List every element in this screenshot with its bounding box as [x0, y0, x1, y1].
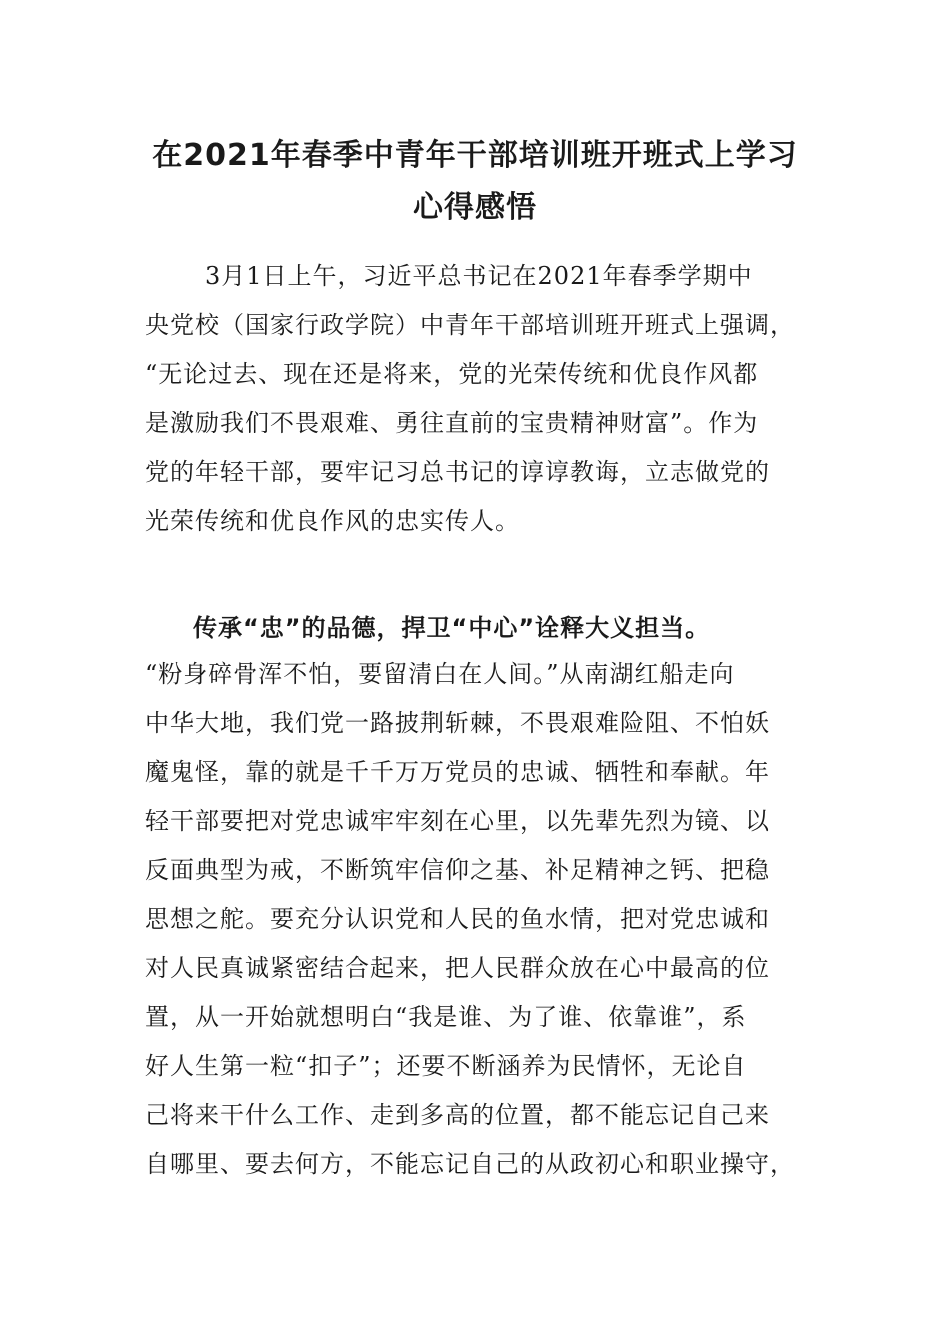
body-line-11: 自哪里、要去何方，不能忘记自己的从政初心和职业操守， [145, 1150, 795, 1178]
document-title-line-2: 心得感悟 [413, 190, 537, 225]
body-line-1: “粉身碎骨浑不怕，要留清白在人间。”从南湖红船走向 [145, 660, 735, 688]
body-line-3: 魔鬼怪，靠的就是千千万万党员的忠诚、牺牲和奉献。年 [145, 758, 770, 786]
body-line-2: 中华大地，我们党一路披荆斩棘，不畏艰难险阻、不怕妖 [145, 709, 770, 737]
intro-line-4: 是激励我们不畏艰难、勇往直前的宝贵精神财富”。作为 [145, 409, 759, 437]
intro-line-1: 3月1日上午，习近平总书记在2021年春季学期中 [205, 262, 753, 290]
intro-line-5: 党的年轻干部，要牢记习总书记的谆谆教诲，立志做党的 [145, 458, 770, 486]
body-line-9: 好人生第一粒“扣子”；还要不断涵养为民情怀，无论自 [145, 1052, 747, 1080]
body-line-5: 反面典型为戒，不断筑牢信仰之基、补足精神之钙、把稳 [145, 856, 770, 884]
body-line-10: 己将来干什么工作、走到多高的位置，都不能忘记自己来 [145, 1101, 770, 1129]
intro-line-2: 央党校（国家行政学院）中青年干部培训班开班式上强调， [145, 311, 795, 339]
body-line-7: 对人民真诚紧密结合起来，把人民群众放在心中最高的位 [145, 954, 770, 982]
intro-line-3: “无论过去、现在还是将来，党的光荣传统和优良作风都 [145, 360, 759, 388]
document-title-line-1: 在2021年春季中青年干部培训班开班式上学习 [152, 138, 798, 173]
body-line-8: 置，从一开始就想明白“我是谁、为了谁、依靠谁”，系 [145, 1003, 747, 1031]
section-heading: 传承“忠”的品德，捍卫“中心”诠释大义担当。 [193, 614, 711, 642]
body-line-4: 轻干部要把对党忠诚牢牢刻在心里，以先辈先烈为镜、以 [145, 807, 770, 835]
body-line-6: 思想之舵。要充分认识党和人民的鱼水情，把对党忠诚和 [145, 905, 770, 933]
intro-line-6: 光荣传统和优良作风的忠实传人。 [145, 507, 520, 535]
